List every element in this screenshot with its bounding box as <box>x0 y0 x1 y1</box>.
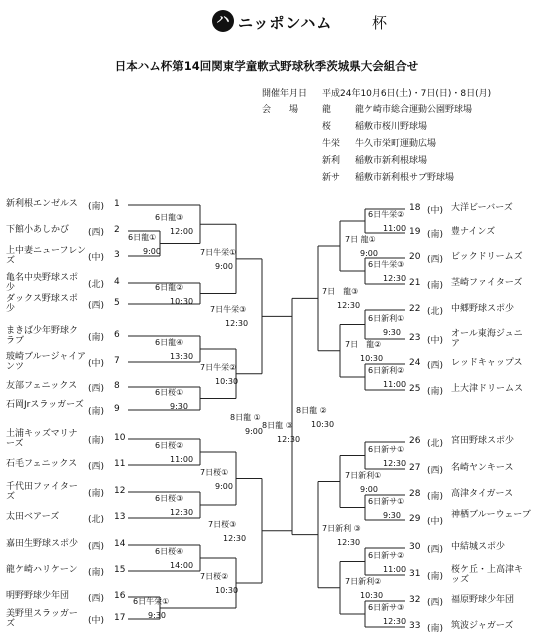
left-team-name: 友部フェニックス <box>6 381 78 391</box>
left-team-name: 嘉田生野球スポ少 <box>6 539 79 549</box>
left-team-name: 石毛フェニックス <box>6 459 78 469</box>
right-team-region: (中) <box>427 517 444 527</box>
match-game: 7日 龍① <box>345 235 376 244</box>
right-team-region: (西) <box>427 545 444 555</box>
left-team-number: 16 <box>114 591 126 601</box>
left-team-name: 美野里スラッガーズ <box>6 609 78 629</box>
left-team-number: 17 <box>114 613 126 623</box>
match-time: 12:30 <box>223 533 247 543</box>
right-team-number: 30 <box>409 542 421 552</box>
right-team-region: (南) <box>427 624 444 634</box>
venue-code: 龍 <box>322 105 332 115</box>
left-team-name: 明野野球少年団 <box>6 591 70 601</box>
match-time: 12:30 <box>170 508 194 517</box>
right-team-region: (西) <box>427 255 444 265</box>
cup-label: 杯 <box>372 14 388 32</box>
match-time: 11:00 <box>383 380 407 389</box>
left-team-region: (西) <box>88 594 105 604</box>
right-team-name: 桜ケ丘・上高津キッズ <box>451 565 524 585</box>
left-team-region: (南) <box>88 489 105 499</box>
right-team-number: 20 <box>409 252 421 262</box>
left-team-number: 15 <box>114 565 126 575</box>
right-team-number: 22 <box>409 304 421 314</box>
right-team-region: (南) <box>427 281 444 291</box>
venue-code: 牛栄 <box>322 139 341 149</box>
left-team-number: 11 <box>114 459 126 469</box>
left-team-region: (中) <box>88 253 105 263</box>
match-time: 10:30 <box>360 590 384 600</box>
venue-code: 桜 <box>322 122 332 132</box>
right-team-number: 19 <box>409 227 421 237</box>
right-team-region: (北) <box>427 307 444 317</box>
match-game: 6日桜① <box>155 387 184 397</box>
match-game: 7日牛栄① <box>200 247 237 257</box>
left-team-region: (西) <box>88 384 105 394</box>
match-time: 11:00 <box>383 564 407 574</box>
ham-logo-icon: ハ <box>212 10 234 32</box>
match-time: 10:30 <box>311 419 335 429</box>
right-team-number: 25 <box>409 384 421 394</box>
left-team-region: (北) <box>88 515 105 525</box>
left-team-region: (北) <box>88 280 105 290</box>
left-team-region: (南) <box>88 202 105 212</box>
match-game: 7日桜② <box>200 572 229 581</box>
match-game: 7日牛栄③ <box>210 305 247 315</box>
match-game: 7日新利① <box>345 470 382 480</box>
left-team-number: 5 <box>114 298 120 308</box>
left-team-region: (西) <box>88 462 105 472</box>
left-team-number: 13 <box>114 512 126 522</box>
match-time: 12:30 <box>337 537 361 547</box>
venue-name: 龍ケ崎市総合運動公園野球場 <box>355 105 473 115</box>
left-team-number: 1 <box>114 199 120 209</box>
left-team-name: 千代田ファイターズ <box>6 482 78 502</box>
match-time: 9:00 <box>143 246 161 256</box>
match-game: 7日新利 ③ <box>322 523 361 533</box>
match-time: 10:30 <box>360 353 384 363</box>
right-team-region: (北) <box>427 439 444 449</box>
match-game: 6日新利② <box>368 366 405 375</box>
match-game: 6日新サ③ <box>368 603 405 612</box>
left-team-region: (中) <box>88 359 105 369</box>
match-time: 10:30 <box>215 586 239 595</box>
left-team-number: 4 <box>114 277 120 287</box>
match-time: 12:30 <box>277 434 301 444</box>
match-time: 12:00 <box>170 227 194 237</box>
right-team-number: 24 <box>409 358 421 368</box>
left-team-region: (南) <box>88 333 105 343</box>
right-team-name: 中郷野球スポ少 <box>451 304 515 314</box>
match-time: 12:30 <box>383 458 407 468</box>
match-game: 8日龍 ③ <box>262 420 293 430</box>
match-time: 9:30 <box>383 327 401 337</box>
match-game: 7日桜① <box>200 467 229 477</box>
right-team-number: 21 <box>409 278 421 288</box>
left-team-name: 亀名中央野球スポ少 <box>6 273 79 293</box>
right-team-number: 23 <box>409 333 421 343</box>
right-team-name: 筑波ジャガーズ <box>451 621 514 631</box>
match-time: 13:30 <box>170 352 194 361</box>
left-team-name: 新利根エンゼルス <box>6 199 78 209</box>
right-team-number: 29 <box>409 514 421 524</box>
venue-code: 新利 <box>322 156 341 166</box>
right-team-number: 32 <box>409 595 421 605</box>
left-team-number: 2 <box>114 225 120 235</box>
right-team-region: (南) <box>427 492 444 502</box>
right-team-name: オール東海ジュニア <box>451 329 523 349</box>
left-team-name: 玻崎ブルージャイアンツ <box>6 352 87 372</box>
match-time: 12:30 <box>337 301 361 311</box>
match-time: 9:30 <box>170 401 188 411</box>
right-team-region: (西) <box>427 361 444 371</box>
left-team-region: (西) <box>88 542 105 552</box>
right-team-name: 豊ナインズ <box>451 227 496 237</box>
match-time: 12:30 <box>225 319 249 329</box>
match-game: 7日 龍② <box>345 339 382 349</box>
left-team-region: (西) <box>88 228 105 238</box>
match-game: 6日龍③ <box>155 213 184 223</box>
left-team-number: 8 <box>114 381 120 391</box>
venue-name: 稲敷市桜川野球場 <box>355 122 428 132</box>
left-team-number: 10 <box>114 433 126 443</box>
match-game: 6日牛栄② <box>368 210 405 219</box>
match-game: 6日龍④ <box>155 338 184 347</box>
left-team-name: 上中妻ニューフレンズ <box>6 246 86 266</box>
right-team-region: (中) <box>427 206 444 216</box>
match-time: 9:00 <box>215 481 233 491</box>
right-team-region: (南) <box>427 572 444 582</box>
match-game: 8日龍 ② <box>296 405 327 415</box>
left-team-number: 9 <box>114 404 120 414</box>
match-game: 6日新サ① <box>368 496 405 506</box>
dates-label: 開催年月日 <box>262 89 308 99</box>
match-game: 6日龍① <box>128 232 157 242</box>
right-team-name: ビックドリームズ <box>451 252 523 262</box>
match-game: 8日龍 ① <box>230 412 261 422</box>
match-game: 6日桜④ <box>155 547 184 556</box>
right-team-number: 27 <box>409 463 421 473</box>
match-game: 7日新利② <box>345 576 382 586</box>
match-time: 11:00 <box>383 224 407 233</box>
match-game: 6日新利① <box>368 313 405 323</box>
match-time: 9:00 <box>360 249 378 258</box>
match-game: 7日桜③ <box>208 519 237 529</box>
left-team-number: 14 <box>114 539 126 549</box>
right-team-name: 茎崎ファイターズ <box>451 278 523 288</box>
match-game: 7日牛栄② <box>200 362 237 372</box>
left-team-name: 下館小あしかび <box>6 225 70 235</box>
left-team-number: 12 <box>114 486 126 496</box>
dates-value: 平成24年10月6日(土)・7日(日)・8日(月) <box>322 89 492 99</box>
right-team-name: 名崎ヤンキース <box>451 463 514 473</box>
left-team-name: まきば少年野球クラブ <box>6 326 79 346</box>
match-game: 6日桜② <box>155 441 184 450</box>
right-team-region: (南) <box>427 387 444 397</box>
right-team-name: 宮田野球スポ少 <box>451 436 515 446</box>
venues-label: 会 場 <box>262 105 299 115</box>
left-team-name: 石岡Jrスラッガーズ <box>6 400 84 410</box>
match-game: 6日龍② <box>155 282 184 292</box>
venue-code: 新サ <box>322 173 341 183</box>
match-time: 11:00 <box>170 455 194 464</box>
match-time: 9:30 <box>383 510 401 520</box>
left-team-region: (南) <box>88 436 105 446</box>
right-team-name: 高津タイガース <box>451 489 514 499</box>
right-team-region: (西) <box>427 466 444 476</box>
right-team-region: (西) <box>427 598 444 608</box>
right-team-number: 31 <box>409 569 421 579</box>
left-team-name: 太田ベアーズ <box>6 512 60 522</box>
left-team-region: (中) <box>88 616 105 626</box>
right-team-number: 18 <box>409 203 421 213</box>
match-time: 9:30 <box>148 611 166 620</box>
left-team-name: ダックス野球スポ少 <box>6 294 78 314</box>
right-team-name: 神栖ブルーウェーブ <box>451 510 531 520</box>
match-time: 9:00 <box>360 484 378 494</box>
left-team-region: (西) <box>88 301 105 311</box>
left-team-name: 土浦キッズマリナーズ <box>6 429 78 449</box>
match-time: 10:30 <box>215 376 239 386</box>
right-team-region: (南) <box>427 230 444 240</box>
match-game: 6日牛栄③ <box>368 260 405 269</box>
right-team-name: 中結城スポ少 <box>451 542 506 552</box>
match-time: 9:00 <box>245 426 263 436</box>
match-game: 6日桜③ <box>155 494 184 503</box>
right-team-number: 28 <box>409 489 421 499</box>
left-team-name: 龍ケ崎ハリケーン <box>6 565 78 575</box>
right-team-region: (中) <box>427 336 444 346</box>
right-team-number: 33 <box>409 621 421 631</box>
right-team-name: レッドキャップス <box>451 358 523 368</box>
match-game: 6日新サ② <box>368 550 405 560</box>
match-game: 6日新サ① <box>368 444 405 454</box>
match-game: 7日 龍③ <box>322 287 359 297</box>
left-team-number: 3 <box>114 250 120 260</box>
left-team-region: (南) <box>88 568 105 578</box>
left-team-number: 7 <box>114 356 120 366</box>
venue-name: 稲敷市新利根サブ野球場 <box>355 173 455 183</box>
right-team-name: 大洋ビーバーズ <box>451 203 513 213</box>
left-team-region: (南) <box>88 407 105 417</box>
match-time: 10:30 <box>170 296 194 306</box>
match-game: 6日牛栄① <box>133 597 170 606</box>
match-time: 9:00 <box>215 261 233 271</box>
venue-name: 稲敷市新利根球場 <box>355 156 428 166</box>
match-time: 12:30 <box>383 617 407 626</box>
venue-name: 牛久市栄町運動広場 <box>355 139 437 149</box>
page-title: 日本ハム杯第14回関東学童軟式野球秋季茨城県大会組合せ <box>114 59 419 73</box>
sponsor-name: ニッポンハム <box>238 14 333 32</box>
right-team-number: 26 <box>409 436 421 446</box>
match-time: 12:30 <box>383 274 407 283</box>
right-team-name: 上大津ドリームス <box>451 384 524 394</box>
left-team-number: 6 <box>114 330 120 340</box>
right-team-name: 福原野球少年団 <box>451 595 515 605</box>
match-time: 14:00 <box>170 561 194 570</box>
